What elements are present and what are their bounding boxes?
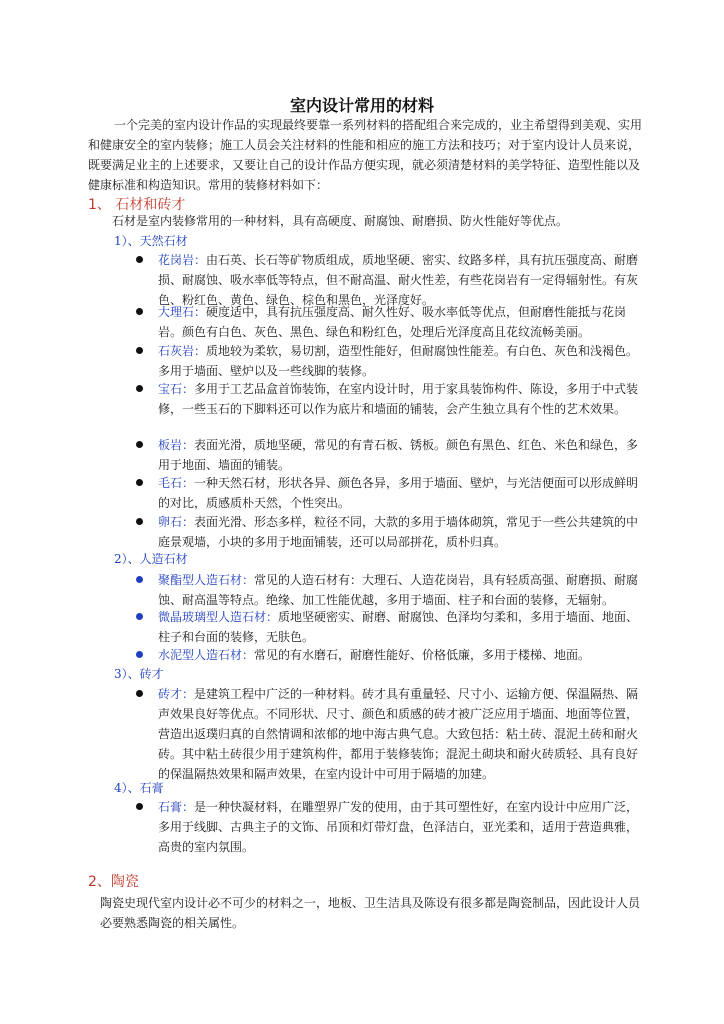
- section-2-heading: 2、陶瓷: [88, 874, 139, 890]
- item-term: 毛石：: [158, 476, 195, 490]
- item-text: 由石英、长石等矿物质组成，质地坚硬、密实、纹路多样，具有抗压强度高、耐磨损、耐腐蚀、吸水率低等特点，但不耐高温、耐火性差，有些花岗岩有一定得辐射性。有灰色、粉红色、黄色、绿色、棕色和黑色，光泽度好。: [158, 253, 639, 307]
- bullet-icon: [136, 690, 143, 697]
- list-item-polyester-stone: [136, 570, 648, 610]
- list-item-gemstone: [136, 379, 648, 419]
- bullet-icon: [136, 651, 143, 658]
- item-text: 质地较为柔软，易切割，造型性能好，但耐腐蚀性能差。有白色、灰色和浅褐色。多用于墙面、壁炉以及一些线脚的装修。: [158, 344, 639, 378]
- bullet-icon: [136, 803, 143, 810]
- list-item-granite: [136, 250, 648, 310]
- bullet-icon: [136, 518, 143, 525]
- list-item-brick: [136, 684, 648, 784]
- item-term: 水泥型人造石材：: [158, 648, 255, 662]
- item-term: 卵石：: [158, 515, 195, 529]
- list-item-rubble-stone: [136, 473, 648, 513]
- bullet-icon: [136, 256, 143, 263]
- item-term: 砖才：: [158, 687, 195, 701]
- list-item-limestone: [136, 341, 648, 381]
- item-text: 常见的人造石材有：大理石、人造花岗岩，具有轻质高强、耐磨损、耐腐蚀、耐高温等特点。绝缘、加工性能优越，多用于墙面、柱子和台面的装修，无辐射。: [158, 573, 639, 607]
- bullet-icon: [136, 613, 143, 620]
- list-item-pebble: [136, 512, 648, 552]
- item-text: 表面光滑，质地坚硬，常见的有青石板、锈板。颜色有黑色、红色、米色和绿色，多用于地面、墙面的铺装。: [158, 438, 639, 472]
- document-title: 室内设计常用的材料: [289, 96, 434, 115]
- item-term: 石膏：: [158, 800, 195, 814]
- bullet-icon: [136, 308, 143, 315]
- bullet-icon: [136, 479, 143, 486]
- section-1-description: 石材是室内装修常用的一种材料，具有高硬度、耐腐蚀、耐磨损、防火性能好等优点。: [112, 214, 569, 228]
- item-text: 质地坚硬密实、耐磨、耐腐蚀、色泽均匀柔和，多用于墙面、地面、柱子和台面的装修，无肤色。: [158, 610, 639, 644]
- item-term: 微晶玻璃型人造石材：: [158, 610, 279, 624]
- section-1-heading: 1、 石材和砖才: [88, 197, 186, 213]
- item-text: 硬度适中，具有抗压强度高、耐久性好、吸水率低等优点，但耐磨性能抵与花岗岩。颜色有白色、灰色、黑色、绿色和粉红色，处理后光泽度高且花纹流畅美丽。: [158, 305, 627, 339]
- bullet-icon: [136, 385, 143, 392]
- item-text: 多用于工艺品盒首饰装饰，在室内设计时，用于家具装饰构件、陈设，多用于中式装修，一些玉石的下脚料还可以作为底片和墙面的铺装，会产生独立具有个性的艺术效果。: [158, 382, 639, 416]
- list-item-slate: [136, 435, 648, 475]
- item-text: 表面光滑、形态多样，粒径不同，大款的多用于墙体砌筑，常见于一些公共建筑的中庭景观墙，小块的多用于地面铺装，还可以局部拼花，质朴归真。: [158, 515, 639, 549]
- bullet-icon: [136, 576, 143, 583]
- bullet-icon: [136, 347, 143, 354]
- list-item-gypsum: [136, 797, 648, 857]
- subsection-artificial-stone: 2）、人造石材: [114, 552, 188, 566]
- item-text: 是一种快凝材料，在雕塑界广发的使用，由于其可塑性好，在室内设计中应用广泛，多用于线脚、古典主子的文饰、吊顶和灯带灯盘，色泽洁白，亚光柔和，适用于营造典雅，高贵的室内氛围。: [158, 800, 639, 854]
- list-item-marble: [136, 302, 648, 342]
- item-text: 一种天然石材，形状各异、颜色各异，多用于墙面、壁炉，与光洁便面可以形成鲜明的对比，质感质朴天然，个性突出。: [158, 476, 639, 510]
- item-term: 宝石：: [158, 382, 195, 396]
- subsection-gypsum: 4）、石膏: [114, 781, 164, 795]
- item-term: 花岗岩：: [158, 253, 207, 267]
- item-term: 石灰岩：: [158, 344, 207, 358]
- list-item-cement-stone: [136, 645, 648, 665]
- bullet-icon: [136, 441, 143, 448]
- item-term: 大理石：: [158, 305, 207, 319]
- subsection-brick: 3）、砖才: [114, 667, 164, 681]
- item-term: 板岩：: [158, 438, 195, 452]
- list-item-glass-ceramic-stone: [136, 607, 648, 647]
- section-2-description: 陶瓷史现代室内设计必不可少的材料之一，地板、卫生洁具及陈设有很多都是陶瓷制品，因此设计人员必要熟悉陶瓷的相关属性。: [100, 896, 641, 930]
- intro-paragraph: 一个完美的室内设计作品的实现最终要靠一系列材料的搭配组合来完成的，业主希望得到美观、实用和健康安全的室内装修；施工人员会关注材料的性能和相应的施工方法和技巧；对于室内设计人员来说，既要满足业主的上述要求，又要让自己的设计作品方便实现，就必须清楚材料的美学特征、造型性能以及健康标准和构造知识。常用的装修材料如下：: [88, 118, 643, 192]
- item-term: 聚酯型人造石材：: [158, 573, 255, 587]
- item-text: 是建筑工程中广泛的一种材料。砖才具有重量轻、尺寸小、运输方便、保温隔热、隔声效果良好等优点。不同形状、尺寸、颜色和质感的砖才被广泛应用于墙面、地面等位置，营造出返璞归真的自然情调和浓郁的地中海古典气息。大致包括：粘土砖、混泥土砖和耐火砖。其中粘土砖很少用于建筑构件，都用于装修装饰；混泥土砌块和耐火砖质轻、具有良好的保温隔热效果和隔声效果，在室内设计中可用于隔墙的加建。: [158, 687, 639, 781]
- item-text: 常见的有水磨石，耐磨性能好、价格低廉，多用于楼梯、地面。: [254, 648, 591, 662]
- subsection-natural-stone: 1）、天然石材: [114, 234, 188, 248]
